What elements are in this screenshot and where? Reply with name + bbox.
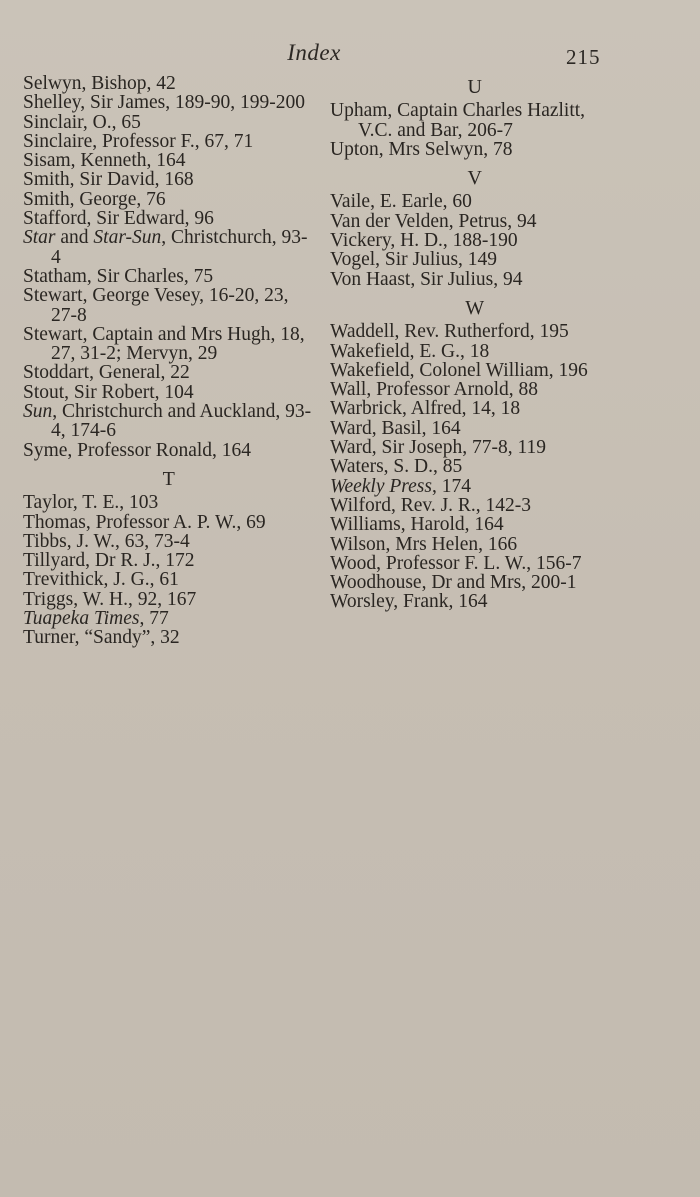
index-entry: [23, 402, 315, 441]
index-entry-text: Ward, Sir Joseph, 77-8, 119: [330, 437, 546, 459]
index-entry-text: Wakefield, E. G., 18: [330, 340, 490, 362]
index-entry: [330, 592, 620, 611]
index-entry-text: Shelley, Sir James, 189-90, 199-200: [23, 92, 305, 114]
index-entry-text: Stafford, Sir Edward, 96: [23, 208, 214, 230]
index-entry-text: , 77: [139, 608, 169, 630]
index-entry-text: Smith, George, 76: [23, 188, 166, 210]
index-column-left: [23, 74, 315, 648]
index-entry-text: Wilson, Mrs Helen, 166: [330, 533, 518, 555]
index-entry-text: Wilford, Rev. J. R., 142-3: [330, 494, 532, 516]
index-entry: [23, 628, 315, 647]
index-entry: [23, 132, 315, 151]
index-entry: [330, 231, 620, 250]
index-entry: [330, 380, 620, 399]
index-entry: [23, 113, 315, 132]
index-entry-text: , 174: [431, 475, 471, 497]
index-entry: [23, 590, 315, 609]
index-entry-text: Turner, “Sandy”, 32: [23, 627, 180, 649]
index-entry-text: Sisam, Kenneth, 164: [23, 150, 186, 172]
index-entry: [23, 513, 315, 532]
section-letter: T: [162, 467, 176, 490]
index-entry: [23, 74, 315, 93]
index-entry-text: Woodhouse, Dr and Mrs, 200-1: [330, 572, 577, 594]
index-entry-title: Star: [23, 227, 56, 249]
index-entry: [23, 532, 315, 551]
index-entry-text: Williams, Harold, 164: [330, 514, 504, 536]
index-entry: [23, 551, 315, 570]
index-entry-title: Star-Sun: [93, 227, 162, 249]
index-entry: [330, 457, 620, 476]
index-entry: [330, 212, 620, 231]
index-entry-text: and: [55, 227, 94, 249]
index-entry: [330, 515, 620, 534]
index-entry-text: Wall, Professor Arnold, 88: [330, 379, 539, 401]
index-entry: [23, 383, 315, 402]
index-entry: [23, 325, 315, 364]
index-entry: [330, 419, 620, 438]
index-entry-text: Vickery, H. D., 188-190: [330, 230, 518, 252]
index-entry: [23, 363, 315, 382]
index-entry: [330, 342, 620, 361]
index-entry: [330, 535, 620, 554]
index-entry-text: Statham, Sir Charles, 75: [23, 265, 214, 287]
index-entry: [330, 438, 620, 457]
index-entry-text: Warbrick, Alfred, 14, 18: [330, 398, 521, 420]
index-entry-text: Sinclair, O., 65: [23, 111, 141, 133]
index-entry-text: Ward, Basil, 164: [330, 417, 461, 439]
index-entry-text: Van der Velden, Petrus, 94: [330, 210, 537, 232]
index-entry: [23, 93, 315, 112]
index-entry-text: Upham, Captain Charles Hazlitt, V.C. and Bar, 206-7: [330, 100, 586, 141]
section-letter: V: [467, 167, 483, 190]
index-entry-text: Smith, Sir David, 168: [23, 169, 194, 191]
index-entry-title: Weekly Press: [330, 475, 432, 497]
index-entry: [330, 192, 620, 211]
page-number: 215: [566, 45, 601, 69]
index-entry-text: Waddell, Rev. Rutherford, 195: [330, 321, 569, 343]
section-letter: U: [467, 76, 483, 98]
index-entry: [23, 493, 315, 512]
index-entry-text: Wakefield, Colonel William, 196: [330, 359, 588, 381]
index-entry-text: Tillyard, Dr R. J., 172: [23, 550, 195, 572]
index-entry-text: Tibbs, J. W., 63, 73-4: [23, 530, 190, 552]
index-entry-text: Vogel, Sir Julius, 149: [330, 249, 498, 271]
index-entry: [330, 554, 620, 573]
index-entry: [23, 209, 315, 228]
index-entry: [23, 151, 315, 170]
index-entry-title: Tuapeka Times: [23, 608, 140, 630]
index-entry: [330, 140, 620, 159]
index-entry-text: Syme, Professor Ronald, 164: [23, 439, 252, 461]
index-entry-text: Worsley, Frank, 164: [330, 591, 488, 613]
index-entry-text: Vaile, E. Earle, 60: [330, 191, 472, 213]
index-entry: [330, 250, 620, 269]
index-entry-text: , Christchurch and Auckland, 93-4, 174-6: [51, 401, 312, 442]
index-entry-text: Selwyn, Bishop, 42: [23, 73, 176, 94]
index-entry-title: Sun: [23, 401, 53, 423]
index-entry: [23, 228, 315, 267]
index-entry-text: , Christchurch, 93-4: [51, 227, 308, 268]
index-entry-text: Wood, Professor F. L. W., 156-7: [330, 552, 582, 574]
index-entry-text: Waters, S. D., 85: [330, 456, 463, 478]
index-entry: [330, 496, 620, 515]
index-entry-text: Stewart, Captain and Mrs Hugh, 18, 27, 31-2; Mervyn, 29: [23, 323, 305, 365]
index-entry: [23, 190, 315, 209]
index-entry: [330, 573, 620, 592]
index-entry-text: Stout, Sir Robert, 104: [23, 381, 194, 403]
index-entry: [330, 270, 620, 289]
index-entry: [330, 477, 620, 496]
index-entry-text: Triggs, W. H., 92, 167: [23, 588, 197, 610]
index-entry-text: Von Haast, Sir Julius, 94: [330, 268, 523, 290]
index-entry: [23, 170, 315, 189]
index-entry-text: Thomas, Professor A. P. W., 69: [23, 511, 266, 533]
index-entry: [330, 101, 620, 140]
index-entry-text: Upton, Mrs Selwyn, 78: [330, 138, 513, 160]
index-entry: [330, 322, 620, 341]
index-entry: [23, 441, 315, 460]
index-entry-text: Stoddart, General, 22: [23, 362, 190, 384]
index-entry-text: Taylor, T. E., 103: [23, 492, 159, 514]
running-title: Index: [287, 40, 341, 65]
index-entry-text: Stewart, George Vesey, 16-20, 23, 27-8: [23, 285, 289, 326]
index-entry: [330, 361, 620, 380]
index-entry: [23, 609, 315, 628]
index-column-right: [330, 74, 620, 612]
index-entry-text: Trevithick, J. G., 61: [23, 569, 179, 591]
index-entry: [23, 286, 315, 325]
index-entry: [330, 399, 620, 418]
index-entry: [23, 570, 315, 589]
index-entry: [23, 267, 315, 286]
index-entry-text: Sinclaire, Professor F., 67, 71: [23, 130, 254, 152]
section-letter: W: [465, 296, 485, 319]
